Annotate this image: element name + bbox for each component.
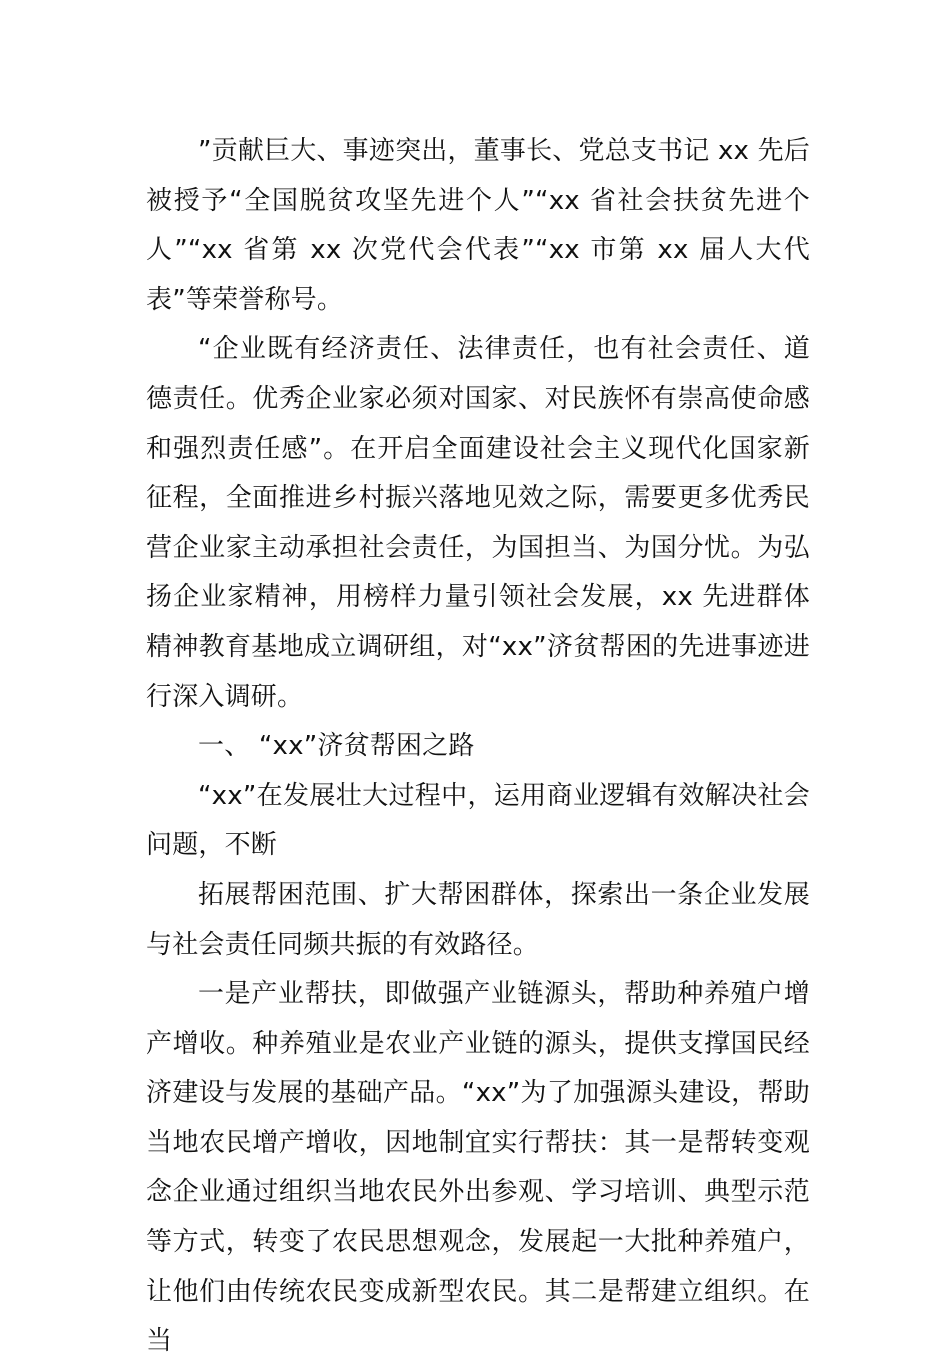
paragraph-industry-support: 一是产业帮扶，即做强产业链源头，帮助种养殖户增产增收。种养殖业是农业产业链的源头，提供支撑国民经济建设与发展的基础产品。“xx”为了加强源头建设，帮助当地农民增产增收，因地制宜实行帮扶：其一是帮转变观念企业通过组织当地农民外出参观、学习培训、典型示范等方式，转变了农民思想观念，发展起一大批种养殖户，让他们由传统农民变成新型农民。其二是帮建立组织。在当 (146, 979, 810, 1357)
paragraph-honors: ”贡献巨大、事迹突出，董事长、党总支书记 xx 先后被授予“全国脱贫攻坚先进个人”“xx 省社会扶贫先进个人”“xx 省第 xx 次党代会代表”“xx 市第 xx 届人大代表”等荣誉称号。 (146, 136, 810, 315)
document-body (146, 127, 810, 1367)
paragraph-development: “xx”在发展壮大过程中，运用商业逻辑有效解决社会问题，不断 (146, 780, 810, 861)
paragraph-expand-scope: 拓展帮困范围、扩大帮困群体，探索出一条企业发展与社会责任同频共振的有效路径。 (146, 879, 810, 960)
paragraph-responsibility: “企业既有经济责任、法律责任，也有社会责任、道德责任。优秀企业家必须对国家、对民族怀有崇高使命感和强烈责任感”。在开启全面建设社会主义现代化国家新征程，全面推进乡村振兴落地见效之际，需要更多优秀民营企业家主动承担社会责任，为国担当、为国分忧。为弘扬企业家精神，用榜样力量引领社会发展，xx 先进群体精神教育基地成立调研组，对“xx”济贫帮困的先进事迹进行深入调研。 (146, 334, 810, 712)
section-heading-1: 一、 “xx”济贫帮困之路 (198, 731, 475, 762)
